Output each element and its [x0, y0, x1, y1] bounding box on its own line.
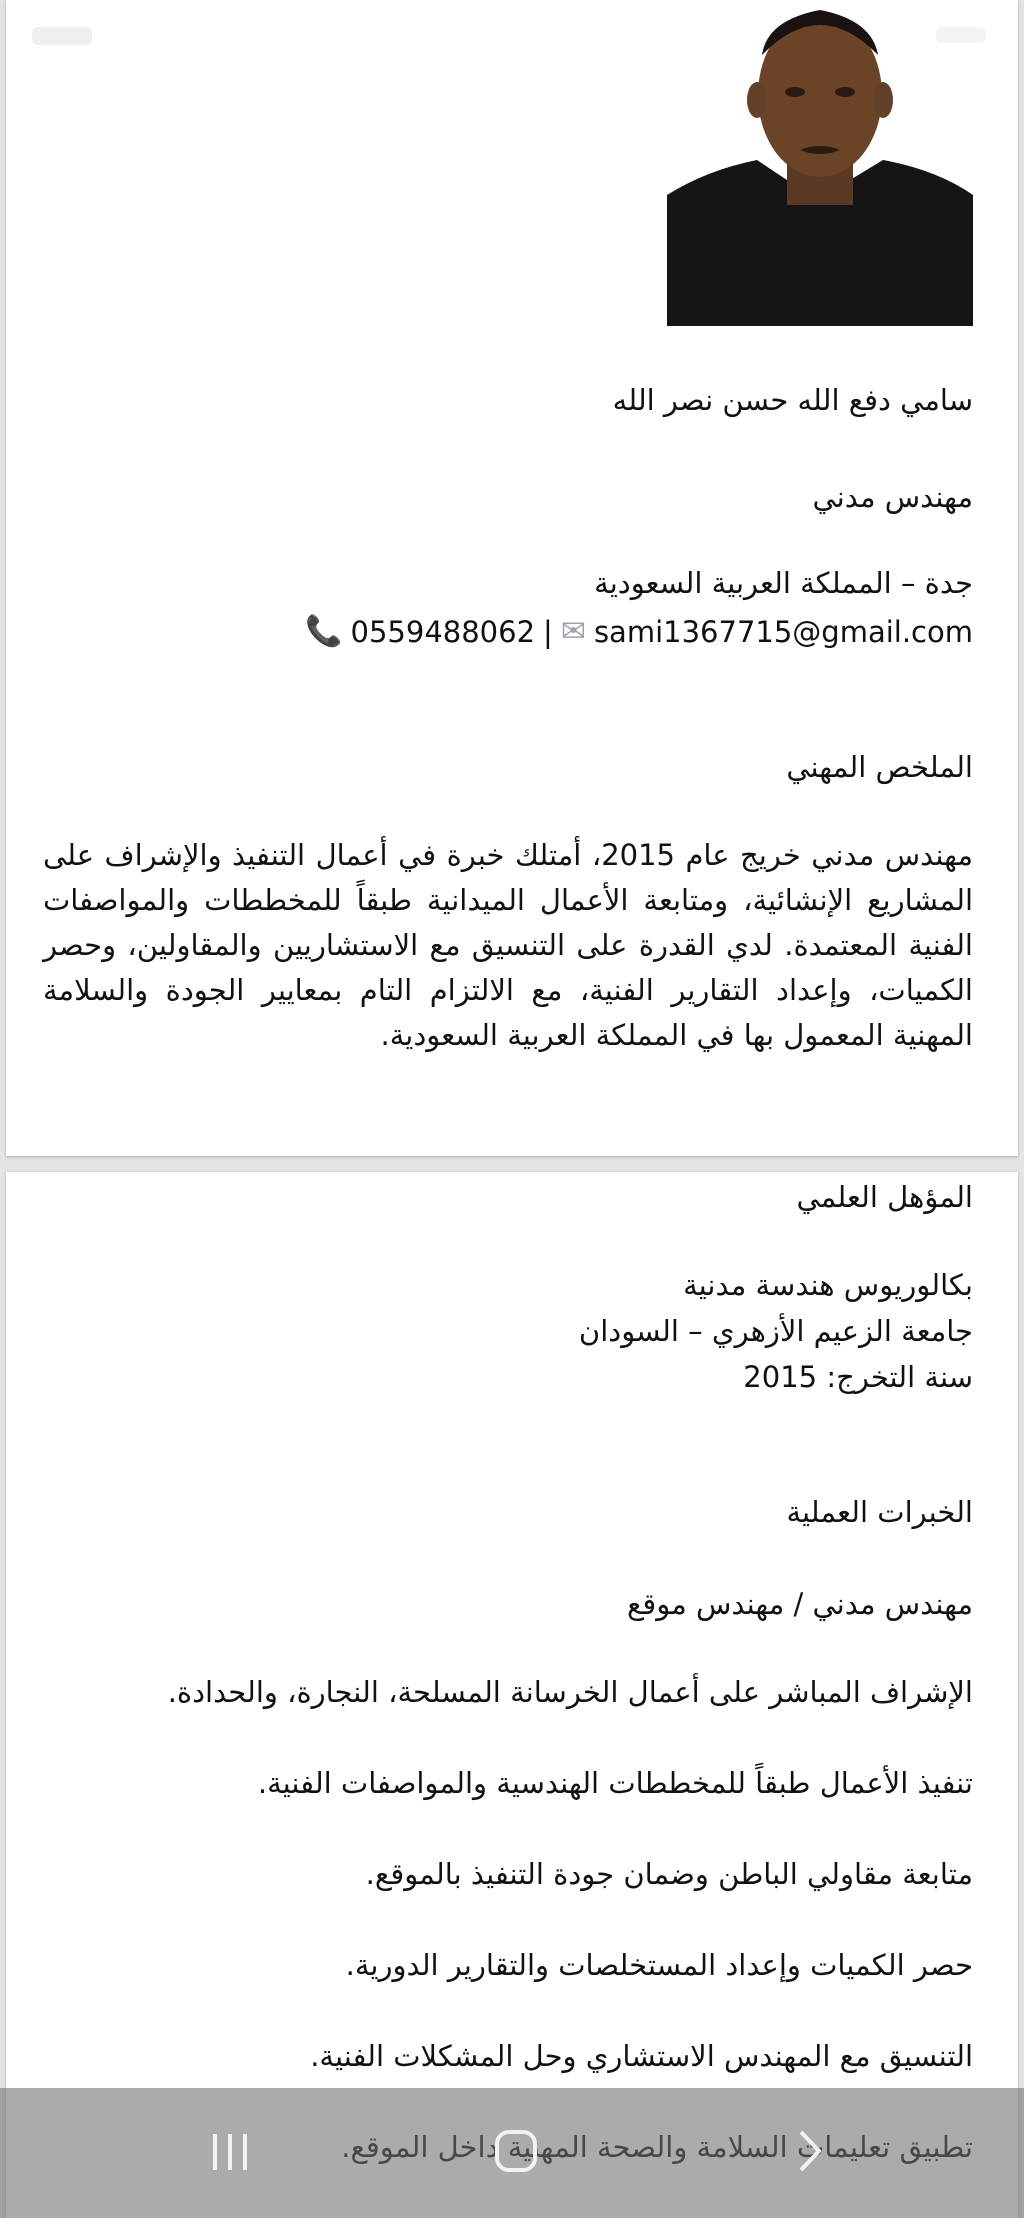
document-page-1	[6, 0, 1018, 1156]
envelope-icon: ✉	[560, 614, 586, 649]
duty-item: الإشراف المباشر على أعمال الخرسانة المسلحة، النجارة، والحدادة.	[167, 1675, 973, 1709]
email-address: sami1367715@gmail.com	[593, 615, 973, 649]
duty-item: تنفيذ الأعمال طبقاً للمخططات الهندسية والمواصفات الفنية.	[257, 1766, 973, 1800]
duty-item: متابعة مقاولي الباطن وضمان جودة التنفيذ بالموقع.	[365, 1857, 973, 1891]
duty-item: التنسيق مع المهندس الاستشاري وحل المشكلات الفنية.	[310, 2039, 973, 2073]
education-degree: بكالوريوس هندسة مدنية	[683, 1268, 973, 1302]
status-bar	[0, 0, 1024, 76]
battery-icon	[934, 27, 994, 55]
candidate-name: سامي دفع الله حسن نصر الله	[612, 383, 973, 417]
signal-icon	[30, 19, 100, 57]
phone-icon: 📞	[305, 614, 343, 649]
contact-line	[305, 612, 973, 652]
experience-role: مهندس مدني / مهندس موقع	[626, 1587, 973, 1621]
summary-heading: الملخص المهني	[786, 750, 973, 784]
status-right	[934, 21, 994, 55]
contact-separator: |	[543, 615, 553, 649]
phone-number: 0559488062	[350, 615, 536, 649]
back-icon[interactable]	[785, 2126, 835, 2180]
job-title: مهندس مدني	[812, 480, 973, 514]
duty-item: حصر الكميات وإعداد المستخلصات والتقارير الدورية.	[345, 1948, 973, 1982]
navigation-bar	[0, 2088, 1024, 2218]
recents-icon[interactable]	[205, 2126, 255, 2180]
location: جدة – المملكة العربية السعودية	[594, 566, 973, 600]
experience-heading: الخبرات العملية	[786, 1495, 973, 1529]
document-page-2	[6, 1172, 1018, 2218]
home-icon[interactable]	[492, 2126, 542, 2180]
education-university: جامعة الزعيم الأزهري – السودان	[578, 1314, 973, 1348]
status-left	[30, 19, 100, 57]
summary-text: مهندس مدني خريج عام 2015، أمتلك خبرة في أعمال التنفيذ والإشراف على المشاريع الإنشائية، ومتابعة الأعمال الميدانية طبقاً للمخططات والمواصفات الفنية المعتمدة. لدي القدرة على التنسيق مع الاستشاريين والمقاولين، وحصر الكميات، وإعداد التقارير الفنية، مع الالتزام التام بمعايير الجودة والسلامة المهنية المعمول بها في المملكة العربية السعودية.	[43, 838, 974, 1052]
education-graduation: سنة التخرج: 2015	[743, 1360, 973, 1394]
education-heading: المؤهل العلمي	[796, 1180, 973, 1214]
